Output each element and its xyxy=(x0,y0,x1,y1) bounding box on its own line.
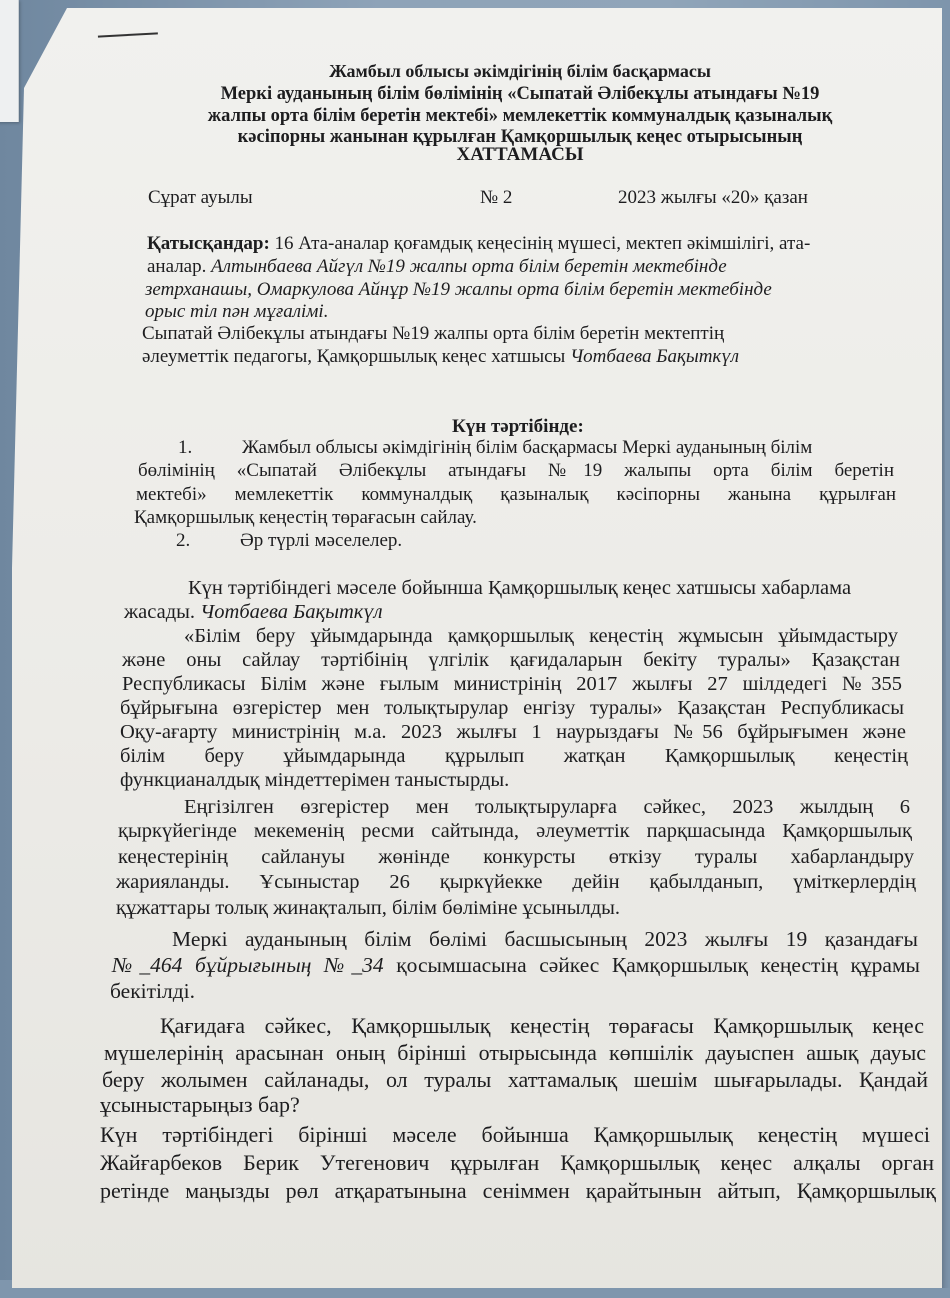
header-line-1: Жамбыл облысы әкімдігінің білім басқармасы xyxy=(329,61,711,81)
participants-line-3: зетрханашы, Омаркулова Айнұр №19 жалпы орта білім беретін мектебінде xyxy=(145,279,772,300)
p3-line-2: қыркүйегінде мекеменің ресми сайтында, әлеуметтік парқшасында Қамқоршылық xyxy=(118,820,912,842)
p1-text-2b: Чотбаева Бақыткүл xyxy=(200,601,383,623)
p3-line-1: Еңгізілген өзгерістер мен толықтыруларға сәйкес, 2023 жылдың 6 xyxy=(184,796,910,818)
p1-text-2a: жасады. xyxy=(124,601,201,623)
p4-line-3: бекітілді. xyxy=(110,979,196,1003)
p1-line-2 xyxy=(124,600,383,625)
p3-line-3: кеңестерінің сайлануы жөнінде конкурсты өткізу туралы хабарландыру xyxy=(118,846,914,868)
p2-line-3: Республикасы Білім және ғылым министрінің 2017 жылғы 27 шілдедегі №355 xyxy=(122,673,902,695)
p2-line-6: білім беру ұйымдарында құрылып жатқан Қамқоршылық кеңестің xyxy=(120,745,908,767)
agenda-item-1-line-4: Қамқоршылық кеңестің төрағасын сайлау. xyxy=(134,507,477,528)
participants-line-2 xyxy=(147,255,727,278)
participants-line-5: Сыпатай Әлібекұлы атындағы №19 жалпы орта білім беретін мектептің xyxy=(142,323,725,344)
header-title: ХАТТАМАСЫ xyxy=(456,144,584,165)
p6-line-2: Жайғарбеков Берик Утегенович құрылған Қамқоршылық кеңес алқалы орган xyxy=(100,1150,934,1175)
p5-line-1: Қағидаға сәйкес, Қамқоршылық кеңестің төрағасы Қамқоршылық кеңес xyxy=(160,1013,924,1038)
agenda-item-1-line-3: мектебі» мемлекеттік коммуналдық қазыналық кәсіпорны жанына құрылған xyxy=(136,484,896,505)
p4-text-2b: қосымшасына сәйкес Қамқоршылық кеңестің құрамы xyxy=(383,953,920,977)
participants-line-4: орыс тіл пән мұғалімі. xyxy=(145,301,329,322)
p3-line-4: жарияланды. Ұсыныстар 26 қыркүйекке дейін қабылданып, үміткерлердің xyxy=(116,871,916,893)
p2-line-5: Оқу-ағарту министрінің м.а. 2023 жылғы 1 наурыздағы №56 бұйрығымен және xyxy=(120,721,906,743)
p5-line-3: беру жолымен сайланады, ол туралы хаттамалық шешім шығарылады. Қандай xyxy=(102,1067,928,1092)
agenda-item-2-number: 2. xyxy=(176,530,191,551)
p6-line-1: Күн тәртібіндегі бірінші мәселе бойынша Қамқоршылық кеңестің мүшесі xyxy=(100,1122,930,1147)
participants-line-1 xyxy=(147,232,810,255)
participants-text-6b: Чотбаева Бақыткүл xyxy=(570,346,740,367)
agenda-item-1-line-2: бөлімінің «Сыпатай Әлібекұлы атындағы №19 жалыпы орта білім беретін xyxy=(138,460,894,481)
header-line-2: Меркі ауданының білім бөлімінің «Сыпатай Әлібекұлы атындағы №19 xyxy=(220,84,820,104)
meta-date: 2023 жылғы «20» қазан xyxy=(618,187,808,208)
agenda-item-2: Әр түрлі мәселелер. xyxy=(240,530,403,551)
participants-text-2b: Алтынбаева Айгүл №19 жалпы орта білім беретін мектебінде xyxy=(211,256,727,277)
participants-label: Қатысқандар: xyxy=(147,233,270,254)
participants-text-6a: әлеуметтік педагогы, Қамқоршылық кеңес хатшысы xyxy=(142,346,571,367)
p2-line-2: және оны сайлау тәртібінің үлгілік қағидаларын бекіту туралы» Қазақстан xyxy=(122,649,900,671)
meta-number: № 2 xyxy=(480,187,513,208)
p4-line-2 xyxy=(112,952,920,978)
pen-mark xyxy=(98,32,158,41)
p2-line-1: «Білім беру ұйымдарында қамқоршылық кеңестің жұмысын ұйымдастыру xyxy=(184,625,898,647)
p2-line-4: бұйрығына өзгерістер мен толықтырулар енгізу туралы» Қазақстан Республикасы xyxy=(120,697,904,719)
header-line-3: жалпы орта білім беретін мектебі» мемлекеттік коммуналдық қазыналық xyxy=(207,106,833,126)
p5-line-2: мүшелерінің арасынан оның бірінші отырысында көпшілік дауыспен ашық дауыс xyxy=(104,1040,926,1065)
agenda-item-1-line-1: Жамбыл облысы әкімдігінің білім басқармасы Меркі ауданының білім xyxy=(242,437,813,458)
meta-place: Сұрат ауылы xyxy=(148,187,253,208)
p5-line-4: ұсыныстарыңыз бар? xyxy=(100,1092,300,1117)
agenda-item-1-number: 1. xyxy=(178,437,193,458)
participants-text-2a: аналар. xyxy=(147,256,212,277)
p4-line-1: Меркі ауданының білім бөлімі басшысының 2023 жылғы 19 қазандағы xyxy=(172,927,918,951)
p2-line-7: функцианалдық міндеттерімен таныстырды. xyxy=(120,769,510,791)
header-line-4: кәсіпорны жанынан құрылған Қамқоршылық кеңес отырысының xyxy=(237,127,803,147)
p1-line-1: Күн тәртібіндегі мәселе бойынша Қамқоршылық кеңес хатшысы хабарлама xyxy=(188,577,852,599)
p6-line-3: ретінде маңызды рөл атқаратынына сеніммен қарайтынын айтып, Қамқоршылық xyxy=(100,1178,936,1203)
p3-line-5: құжаттары толық жинақталып, білім бөліміне ұсынылды. xyxy=(116,897,621,919)
participants-text-1: 16 Ата-аналар қоғамдық кеңесінің мүшесі, мектеп әкімшілігі, ата- xyxy=(269,233,811,254)
participants-line-6 xyxy=(142,345,739,368)
p4-text-2a: №_464 бұйрығының №_34 xyxy=(112,953,384,977)
agenda-title: Күн тәртібінде: xyxy=(452,416,584,437)
